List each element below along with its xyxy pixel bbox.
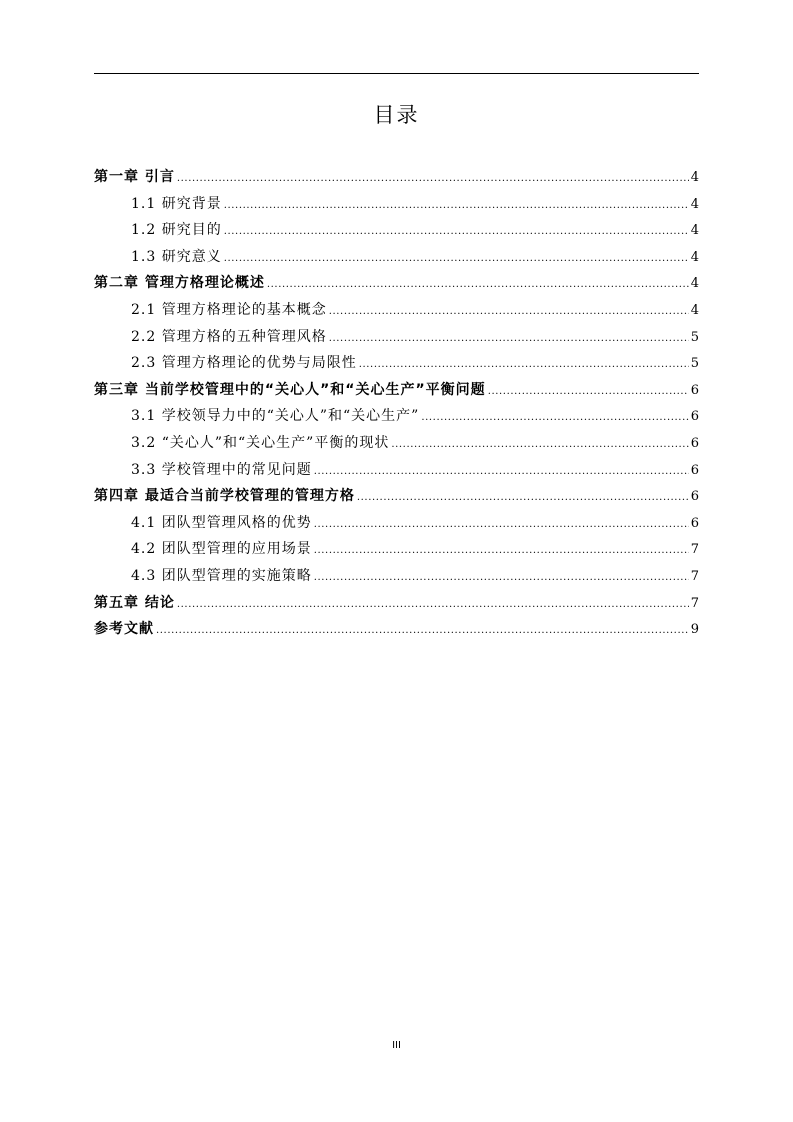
toc-entry-chapter-3[interactable] [94, 377, 699, 404]
toc-entry-text: 第一章 引言 [94, 169, 175, 185]
toc-entry-section-2-2[interactable] [94, 324, 699, 351]
toc-page-number: 4 [690, 249, 699, 265]
toc-entry-chapter-4[interactable] [94, 483, 699, 510]
toc-entry-section-3-3[interactable] [94, 457, 699, 484]
toc-entry-chapter-2[interactable] [94, 270, 699, 297]
toc-entry-section-1-2[interactable] [94, 217, 699, 244]
toc-entry-text: 3.2 “关心人”和“关心生产”平衡的现状 [131, 434, 390, 451]
toc-entry-text: 2.1 管理方格理论的基本概念 [131, 301, 327, 318]
toc-page-number: 7 [690, 595, 699, 611]
toc-list [94, 164, 699, 643]
toc-entry-text: 第四章 最适合当前学校管理的管理方格 [94, 488, 355, 505]
toc-entry-text: 4.2 团队型管理的应用场景 [131, 541, 312, 558]
toc-entry-section-1-3[interactable] [94, 244, 699, 271]
dot-leader [156, 618, 689, 645]
toc-page-number: 6 [690, 382, 699, 398]
dot-leader [421, 405, 688, 432]
dot-leader [224, 246, 689, 273]
dot-leader [329, 299, 689, 326]
toc-entry-text: 3.1 学校领导力中的“关心人”和“关心生产” [131, 408, 420, 425]
dot-leader [177, 592, 689, 619]
dot-leader [314, 512, 689, 539]
toc-page-number: 4 [690, 223, 699, 239]
toc-page-number: 5 [690, 356, 699, 372]
dot-leader [359, 352, 689, 379]
toc-entry-references[interactable] [94, 616, 699, 643]
dot-leader [224, 193, 689, 220]
toc-entry-text: 2.2 管理方格的五种管理风格 [131, 328, 327, 345]
toc-page-number: 4 [690, 276, 699, 292]
toc-page-number: 6 [690, 489, 699, 505]
header-rule [94, 73, 699, 74]
toc-page-number: 6 [690, 462, 699, 478]
dot-leader [357, 485, 689, 512]
toc-entry-text: 1.2 研究目的 [131, 222, 222, 239]
toc-entry-section-1-1[interactable] [94, 191, 699, 218]
dot-leader [224, 219, 689, 246]
toc-entry-text: 第二章 管理方格理论概述 [94, 275, 265, 292]
toc-entry-chapter-1[interactable] [94, 164, 699, 191]
toc-entry-text: 参考文献 [94, 621, 154, 638]
toc-page-number: 4 [690, 196, 699, 212]
toc-entry-text: 第三章 当前学校管理中的“关心人”和“关心生产”平衡问题 [94, 381, 486, 398]
toc-entry-section-4-3[interactable] [94, 563, 699, 590]
toc-entry-section-2-1[interactable] [94, 297, 699, 324]
toc-page-number: 7 [690, 542, 699, 558]
toc-entry-section-4-1[interactable] [94, 510, 699, 537]
dot-leader [314, 538, 689, 565]
toc-entry-text: 1.3 研究意义 [131, 248, 222, 265]
toc-page-number: 9 [690, 622, 699, 638]
dot-leader [267, 272, 689, 299]
toc-page-number: 5 [690, 329, 699, 345]
toc-entry-chapter-5[interactable] [94, 590, 699, 617]
dot-leader [488, 379, 689, 406]
toc-page-number: 6 [690, 409, 699, 425]
toc-entry-section-2-3[interactable] [94, 350, 699, 377]
toc-entry-section-3-1[interactable] [94, 403, 699, 430]
toc-title: 目录 [373, 103, 420, 127]
toc-entry-text: 4.1 团队型管理风格的优势 [131, 514, 312, 531]
toc-page-number: 4 [690, 302, 699, 318]
toc-entry-text: 1.1 研究背景 [131, 195, 222, 212]
dot-leader [314, 565, 689, 592]
toc-entry-text: 第五章 结论 [94, 594, 175, 611]
toc-entry-section-4-2[interactable] [94, 536, 699, 563]
toc-page-number: 6 [690, 435, 699, 451]
toc-entry-text: 2.3 管理方格理论的优势与局限性 [131, 355, 357, 372]
page-number: III [392, 1040, 401, 1051]
toc-page-number: 7 [690, 568, 699, 584]
dot-leader [329, 326, 689, 353]
toc-page-number: 4 [690, 170, 699, 185]
dot-leader [391, 432, 688, 459]
dot-leader [314, 459, 689, 486]
toc-entry-section-3-2[interactable] [94, 430, 699, 457]
toc-entry-text: 3.3 学校管理中的常见问题 [131, 461, 312, 478]
dot-leader [177, 166, 689, 193]
toc-entry-text: 4.3 团队型管理的实施策略 [131, 567, 312, 584]
toc-page-number: 6 [690, 515, 699, 531]
